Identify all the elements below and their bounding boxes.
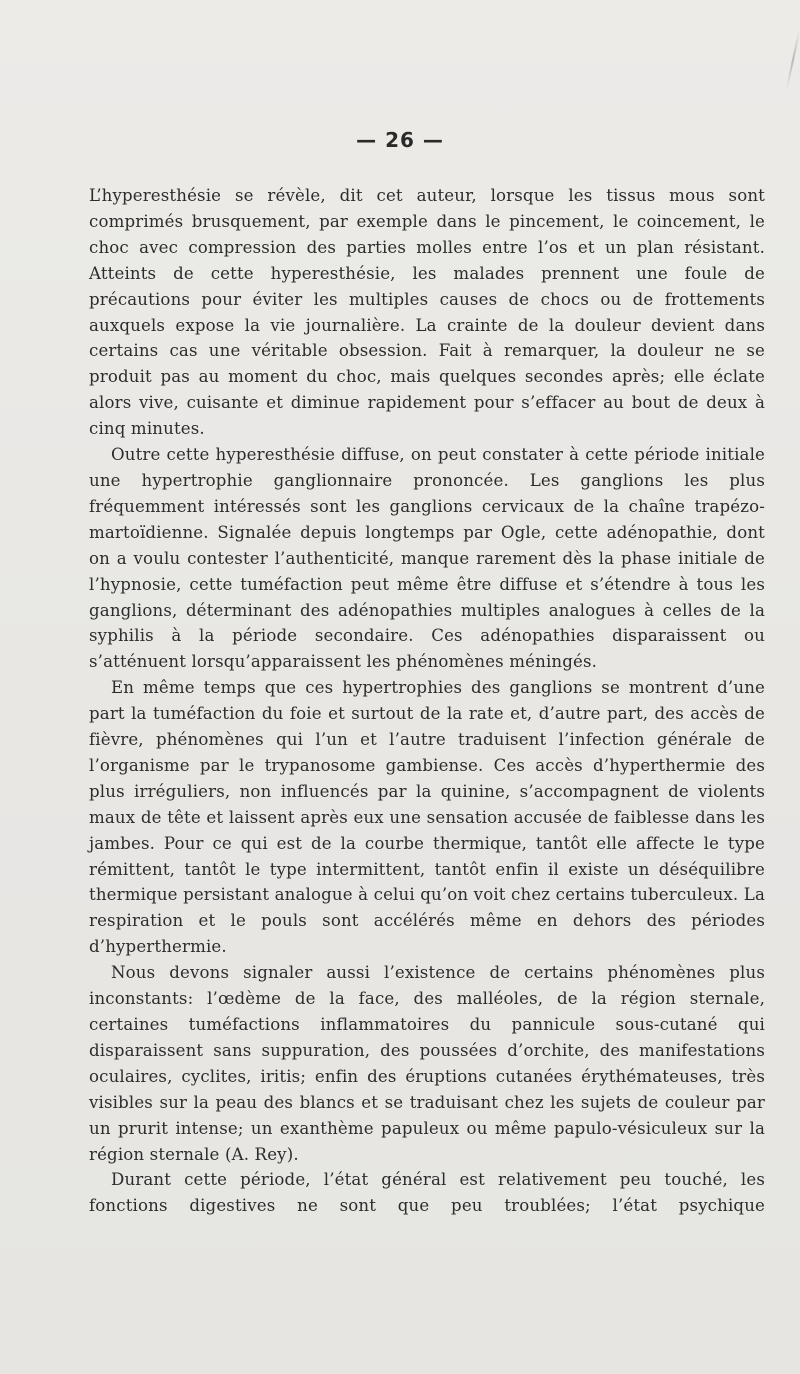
- paragraph-5: Durant cette période, l’état général est relativement peu touché, les fonctions digestives ne sont que peu troublées; l’état psychique: [89, 1170, 765, 1216]
- page-number: — 26 —: [356, 128, 444, 152]
- scan-mark: [786, 30, 800, 89]
- paragraph-4: Nous devons signaler aussi l’existence de certains phénomènes plus inconstants: l’œdème de la face, des malléoles, de la région sternale, certaines tuméfactions inflammatoires du pannicule sous-cutané qui disparaissent sans suppuration, des poussées d’orchite, des manifestations oculaires, cyclites, iritis; enfin des éruptions cutanées érythémateuses, très visibles sur la peau des blancs et se traduisant chez les sujets de couleur par un prurit intense; un exanthème papuleux ou même papulo-vésiculeux sur la région sternale (A. Rey).: [89, 963, 765, 1164]
- paragraph-1: L’hyperesthésie se révèle, dit cet auteur, lorsque les tissus mous sont comprimés brusquement, par exemple dans le pincement, le coincement, le choc avec compression des parties molles entre l’os et un plan résistant. Atteints de cette hyperesthésie, les malades prennent une foule de précautions pour éviter les multiples causes de chocs ou de frottements auxquels expose la vie journalière. La crainte de la douleur devient dans certains cas une véritable obsession. Fait à remarquer, la douleur ne se produit pas au moment du choc, mais quelques secondes après; elle éclate alors vive, cuisante et diminue rapidement pour s’effacer au bout de deux à cinq minutes.: [89, 186, 765, 439]
- paragraph-3: En même temps que ces hypertrophies des ganglions se montrent d’une part la tuméfaction du foie et surtout de la rate et, d’autre part, des accès de fièvre, phénomènes qui l’un et l’autre traduisent l’infection générale de l’organisme par le trypanosome gambiense. Ces accès d’hyperthermie des plus irréguliers, non influencés par la quinine, s’accompagnent de violents maux de tête et laissent après eux une sensation accusée de faiblesse dans les jambes. Pour ce qui est de la courbe thermique, tantôt elle affecte le type rémittent, tantôt le type intermittent, tantôt enfin il existe un déséquilibre thermique persistant analogue à celui qu’on voit chez certains tuberculeux. La respiration et le pouls sont accélérés même en dehors des périodes d’hyperthermie.: [89, 678, 765, 957]
- body-text: [89, 183, 765, 1219]
- paragraph-2: Outre cette hyperesthésie diffuse, on peut constater à cette période initiale une hypertrophie ganglionnaire prononcée. Les ganglions les plus fréquemment intéressés sont les ganglions cervicaux de la chaîne trapézo-martoïdienne. Signalée depuis longtemps par Ogle, cette adénopathie, dont on a voulu contester l’authenticité, manque rarement dès la phase initiale de l’hypnosie, cette tuméfaction peut même être diffuse et s’étendre à tous les ganglions, déterminant des adénopathies multiples analogues à celles de la syphilis à la période secondaire. Ces adénopathies disparaissent ou s’atténuent lorsqu’apparaissent les phénomènes méningés.: [89, 445, 765, 672]
